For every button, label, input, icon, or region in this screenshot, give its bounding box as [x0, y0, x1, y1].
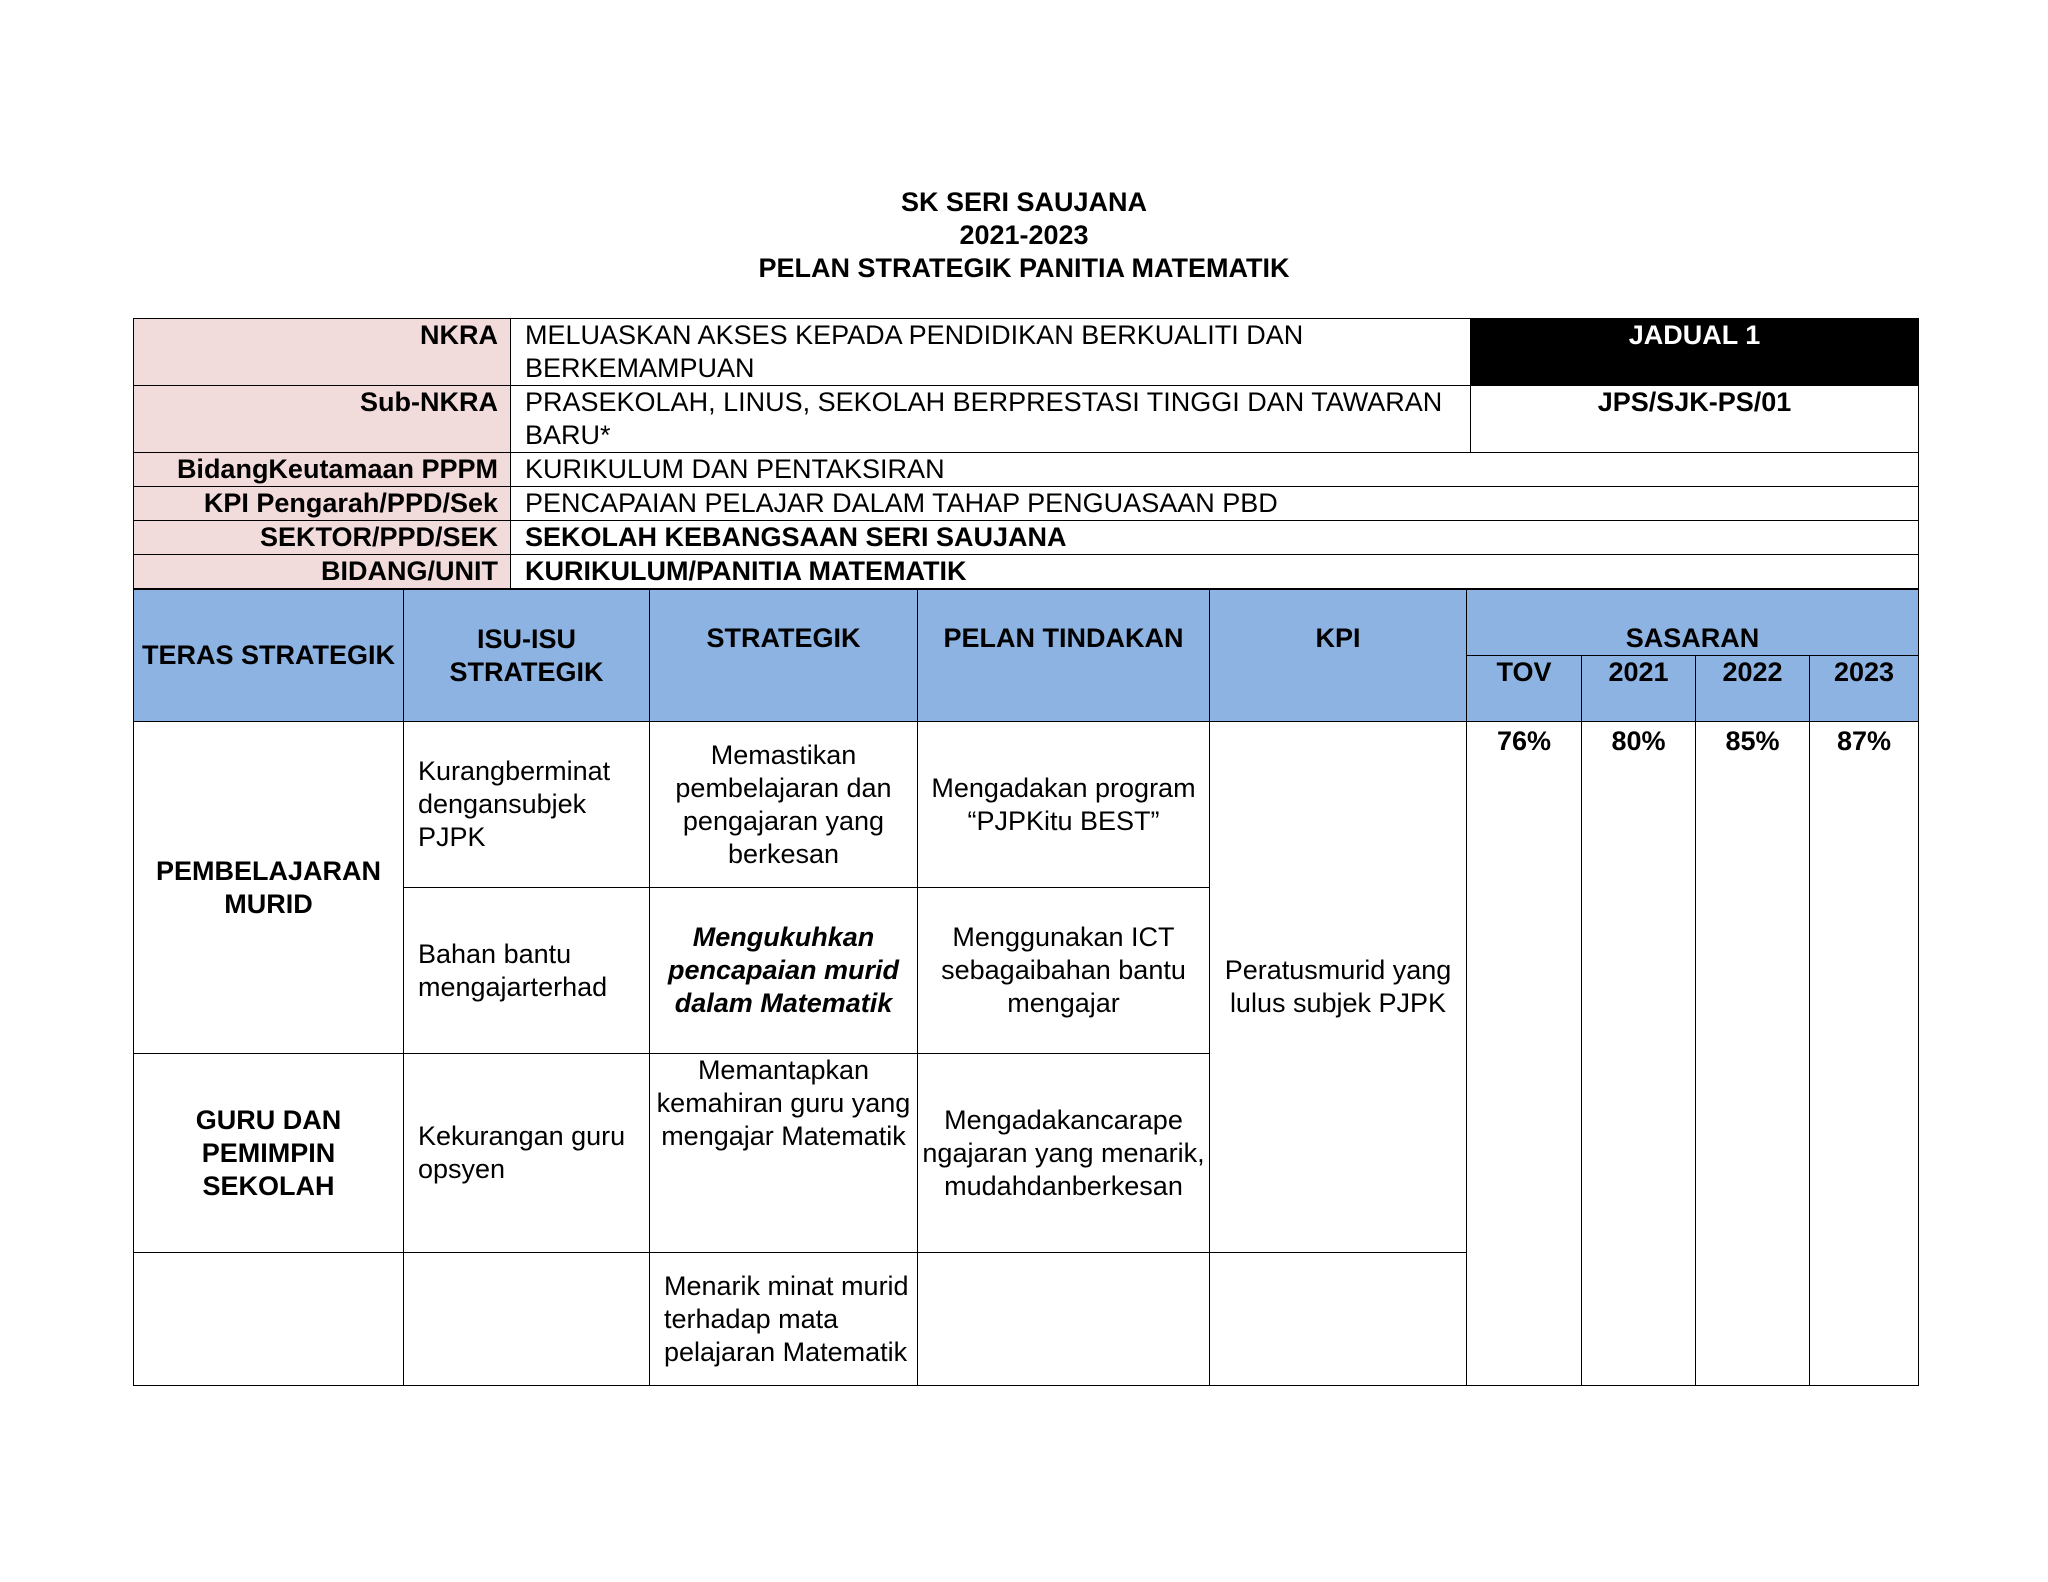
teras-guru: GURU DAN PEMIMPIN SEKOLAH — [134, 1054, 404, 1253]
school-name: SK SERI SAUJANA — [900, 187, 1148, 217]
kpi-pengarah-value: PENCAPAIAN PELAJAR DALAM TAHAP PENGUASAAN PBD — [511, 487, 1919, 521]
kpi-value: Peratusmurid yang lulus subjek PJPK — [1210, 722, 1467, 1253]
strategy-table — [133, 589, 1919, 1386]
pelan-cara: Mengadakancarape ngajaran yang menarik, mudahdanberkesan — [918, 1054, 1210, 1253]
nkra-label: NKRA — [134, 319, 511, 386]
header-strategik: STRATEGIK — [650, 590, 918, 722]
pelan-ict: Menggunakan ICT sebagaibahan bantu mengajar — [918, 888, 1210, 1054]
sektor-value: SEKOLAH KEBANGSAAN SERI SAUJANA — [511, 521, 1919, 555]
header-pelan: PELAN TINDAKAN — [918, 590, 1210, 722]
header-2023: 2023 — [1810, 656, 1919, 722]
header-kpi: KPI — [1210, 590, 1467, 722]
teras-empty — [134, 1253, 404, 1386]
bidang-label: BidangKeutamaan PPPM — [134, 453, 511, 487]
strategik-pencapaian: Mengukuhkan pencapaian murid dalam Matematik — [650, 888, 918, 1054]
plan-title: PELAN STRATEGIK PANITIA MATEMATIK — [758, 253, 1290, 283]
target-2023: 87% — [1810, 722, 1919, 1386]
sektor-label: SEKTOR/PPD/SEK — [134, 521, 511, 555]
isu-guru: Kekurangan guru opsyen — [404, 1054, 650, 1253]
strategik-kemahiran: Memantapkan kemahiran guru yang mengajar Matematik — [650, 1054, 918, 1253]
kpi-pengarah-label: KPI Pengarah/PPD/Sek — [134, 487, 511, 521]
bidang-value: KURIKULUM DAN PENTAKSIRAN — [511, 453, 1919, 487]
document-title-block — [0, 186, 2048, 285]
pelan-program: Mengadakan program “PJPKitu BEST” — [918, 722, 1210, 888]
header-2021: 2021 — [1582, 656, 1696, 722]
jadual-label: JADUAL 1 — [1471, 319, 1919, 386]
isu-empty — [404, 1253, 650, 1386]
teras-pembelajaran: PEMBELAJARAN MURID — [134, 722, 404, 1054]
pelan-empty — [918, 1253, 1210, 1386]
unit-value: KURIKULUM/PANITIA MATEMATIK — [511, 555, 1919, 589]
unit-label: BIDANG/UNIT — [134, 555, 511, 589]
header-tov: TOV — [1467, 656, 1582, 722]
header-isu: ISU-ISU STRATEGIK — [404, 590, 650, 722]
subnkra-value: PRASEKOLAH, LINUS, SEKOLAH BERPRESTASI TINGGI DAN TAWARAN BARU* — [511, 386, 1471, 453]
target-2021: 80% — [1582, 722, 1696, 1386]
kpi-empty — [1210, 1253, 1467, 1386]
header-sasaran: SASARAN — [1467, 590, 1919, 656]
info-table — [133, 318, 1919, 589]
nkra-value: MELUASKAN AKSES KEPADA PENDIDIKAN BERKUALITI DAN BERKEMAMPUAN — [511, 319, 1471, 386]
strategik-pdp: Memastikan pembelajaran dan pengajaran yang berkesan — [650, 722, 918, 888]
isu-minat: Kurangberminat dengansubjek PJPK — [404, 722, 650, 888]
subnkra-label: Sub-NKRA — [134, 386, 511, 453]
strategik-minat: Menarik minat murid terhadap mata pelajaran Matematik — [650, 1253, 918, 1386]
target-2022: 85% — [1696, 722, 1810, 1386]
header-2022: 2022 — [1696, 656, 1810, 722]
header-teras: TERAS STRATEGIK — [134, 590, 404, 722]
document-code: JPS/SJK-PS/01 — [1471, 386, 1919, 453]
isu-bahan: Bahan bantu mengajarterhad — [404, 888, 650, 1054]
plan-years: 2021-2023 — [959, 220, 1089, 250]
target-tov: 76% — [1467, 722, 1582, 1386]
